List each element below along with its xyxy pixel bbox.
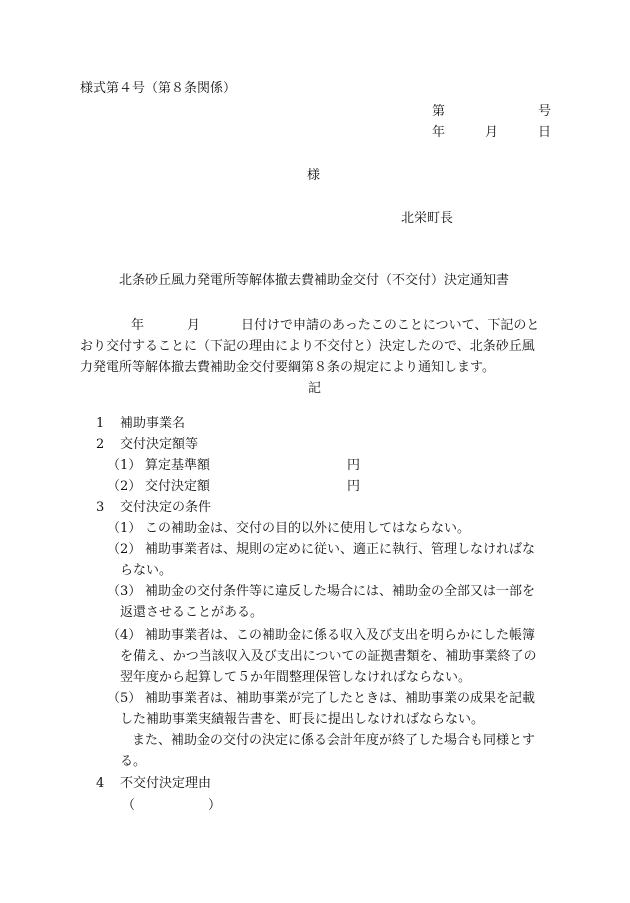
item-2-1-label: 算定基準額 bbox=[145, 458, 211, 473]
item-2-label: 交付決定額等 bbox=[120, 437, 199, 452]
item-2-2-label: 交付決定額 bbox=[145, 479, 211, 494]
date-month: 月 bbox=[485, 125, 499, 140]
condition-3-text-1: 補助金の交付条件等に違反した場合には、補助金の全部又は一部を bbox=[145, 584, 536, 599]
intro-line3: 力発電所等解体撤去費補助金交付要綱第８条の規定により通知します。 bbox=[80, 360, 495, 375]
item-4-number: 4 bbox=[96, 776, 105, 791]
intro-year: 年 bbox=[131, 318, 145, 333]
condition-2-text-2: らない。 bbox=[120, 563, 173, 578]
condition-5-text-2: した補助事業実績報告書を、町長に提出しなければならない。 bbox=[120, 712, 485, 727]
intro-line2: おり交付することに（下記の理由により不交付と）決定したので、北条砂丘風 bbox=[80, 339, 535, 354]
intro-line1: 日付けで申請のあったこのことについて、下記のと bbox=[241, 318, 540, 333]
item-1-number: 1 bbox=[96, 416, 105, 431]
condition-4-text-2: を備え、かつ当該収入及び支出についての証拠書類を、補助事業終了の bbox=[120, 649, 537, 664]
condition-1-number: （1） bbox=[107, 521, 142, 536]
condition-3-text-2: 返還させることがある。 bbox=[120, 605, 264, 620]
condition-5-number: （5） bbox=[107, 691, 142, 706]
number-suffix: 号 bbox=[538, 104, 552, 119]
condition-5-text-1: 補助事業者は、補助事業が完了したときは、補助事業の成果を記載 bbox=[145, 691, 536, 706]
condition-2-text-1: 補助事業者は、規則の定めに従い、適正に執行、管理しなければな bbox=[145, 542, 536, 557]
reason-paren-close: ） bbox=[208, 798, 222, 813]
issuer: 北栄町長 bbox=[401, 211, 454, 226]
item-2-number: 2 bbox=[96, 437, 105, 452]
item-1-label: 補助事業名 bbox=[120, 416, 186, 431]
item-4-label: 不交付決定理由 bbox=[120, 776, 212, 791]
item-2-2-unit: 円 bbox=[347, 479, 361, 494]
date-day: 日 bbox=[538, 125, 552, 140]
number-prefix: 第 bbox=[432, 104, 446, 119]
ki-heading: 記 bbox=[308, 381, 322, 396]
document-title: 北条砂丘風力発電所等解体撤去費補助金交付（不交付）決定通知書 bbox=[119, 273, 510, 288]
condition-4-text-3: 翌年度から起算して５か年間整理保管しなければならない。 bbox=[120, 670, 472, 685]
condition-1-text: この補助金は、交付の目的以外に使用してはならない。 bbox=[145, 521, 471, 536]
item-3-number: 3 bbox=[96, 500, 105, 515]
date-year: 年 bbox=[432, 125, 446, 140]
condition-5-text-3: また、補助金の交付の決定に係る会計年度が終了した場合も同様とす bbox=[132, 733, 536, 748]
condition-4-text-1: 補助事業者は、この補助金に係る収入及び支出を明らかにした帳簿 bbox=[145, 628, 536, 643]
condition-2-number: （2） bbox=[107, 542, 142, 557]
condition-4-number: （4） bbox=[107, 628, 142, 643]
intro-month: 月 bbox=[187, 318, 201, 333]
form-label: 様式第４号（第８条関係） bbox=[80, 81, 237, 96]
item-3-label: 交付決定の条件 bbox=[120, 500, 212, 515]
condition-3-number: （3） bbox=[107, 584, 142, 599]
item-2-1-number: （1） bbox=[107, 458, 142, 473]
recipient-suffix: 様 bbox=[307, 168, 321, 183]
condition-5-text-4: る。 bbox=[120, 754, 147, 769]
item-2-1-unit: 円 bbox=[347, 458, 361, 473]
reason-paren-open: （ bbox=[122, 798, 136, 813]
item-2-2-number: （2） bbox=[107, 479, 142, 494]
